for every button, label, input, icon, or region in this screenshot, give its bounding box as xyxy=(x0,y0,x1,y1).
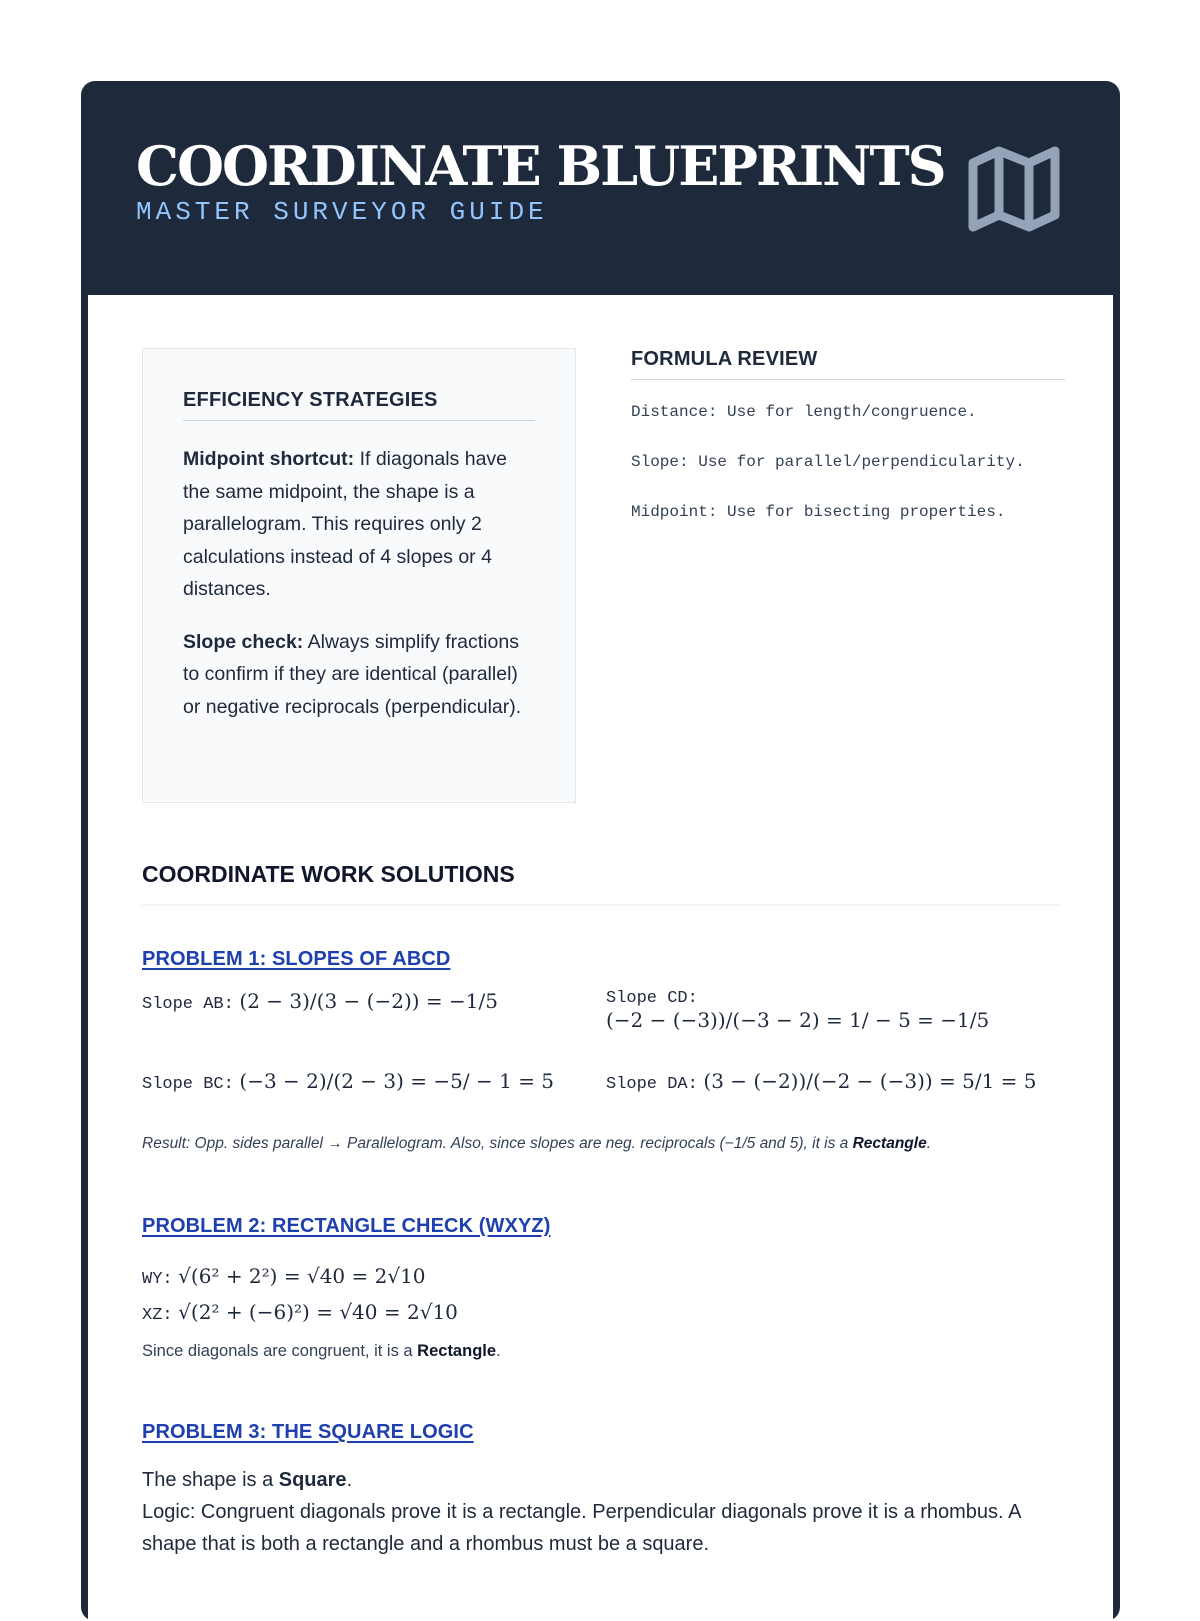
problem-2 xyxy=(142,1215,1060,1361)
page-subtitle: MASTER SURVEYOR GUIDE xyxy=(136,197,548,227)
problem-2-conclusion: Since diagonals are congruent, it is a Rectangle. xyxy=(142,1342,501,1360)
map-icon xyxy=(967,143,1061,235)
solutions-heading: COORDINATE WORK SOLUTIONS xyxy=(142,861,1060,906)
content xyxy=(88,295,1113,1621)
problem-1-result: Result: Opp. sides parallel → Parallelogram. Also, since slopes are neg. reciprocals (−1/5 and 5), it is a Rectangle. xyxy=(142,1135,932,1152)
strategies-heading: EFFICIENCY STRATEGIES xyxy=(183,389,535,421)
page-title: COORDINATE BLUEPRINTS xyxy=(136,134,945,198)
problem-3-text: The shape is a Square. Logic: Congruent diagonals prove it is a rectangle. Perpendicular diagonals prove it is a rhombus. A shape that is both a rectangle and a rhombus must be a square. xyxy=(142,1469,1021,1555)
problem-3-title[interactable]: PROBLEM 3: THE SQUARE LOGIC xyxy=(142,1421,474,1443)
efficiency-strategies-box xyxy=(142,348,576,803)
guide-card xyxy=(81,81,1120,1621)
header xyxy=(81,81,1120,295)
problem-2-title[interactable]: PROBLEM 2: RECTANGLE CHECK (WXYZ) xyxy=(142,1215,551,1237)
slope-ab: Slope AB: (2 − 3)/(3 − (−2)) = −1/5 xyxy=(142,989,498,1014)
slope-cd: Slope CD: (−2 − (−3))/(−3 − 2) = 1/ − 5 = −1/5 xyxy=(606,989,990,1032)
formula-heading: FORMULA REVIEW xyxy=(631,348,1065,380)
formula-item: Midpoint: Use for bisecting properties. xyxy=(631,503,1006,521)
diagonal-xz: XZ: √(2² + (−6)²) = √40 = 2√10 xyxy=(142,1300,458,1325)
problem-1-title[interactable]: PROBLEM 1: SLOPES OF ABCD xyxy=(142,948,451,970)
problem-3 xyxy=(142,1421,1060,1560)
slope-bc: Slope BC: (−3 − 2)/(2 − 3) = −5/ − 1 = 5 xyxy=(142,1069,555,1094)
diagonal-wy: WY: √(6² + 2²) = √40 = 2√10 xyxy=(142,1264,426,1289)
strategy-item: Midpoint shortcut: If diagonals have the same midpoint, the shape is a parallelogram. This requires only 2 calculations instead of 4 slopes or 4 distances. xyxy=(183,448,508,600)
formula-item: Slope: Use for parallel/perpendicularity. xyxy=(631,453,1025,471)
strategy-item: Slope check: Always simplify fractions to confirm if they are identical (parallel) or negative reciprocals (perpendicular). xyxy=(183,630,522,718)
slope-da: Slope DA: (3 − (−2))/(−2 − (−3)) = 5/1 = 5 xyxy=(606,1069,1037,1094)
problem-1 xyxy=(142,948,1060,1153)
formula-review xyxy=(631,348,1065,522)
formula-item: Distance: Use for length/congruence. xyxy=(631,403,977,421)
